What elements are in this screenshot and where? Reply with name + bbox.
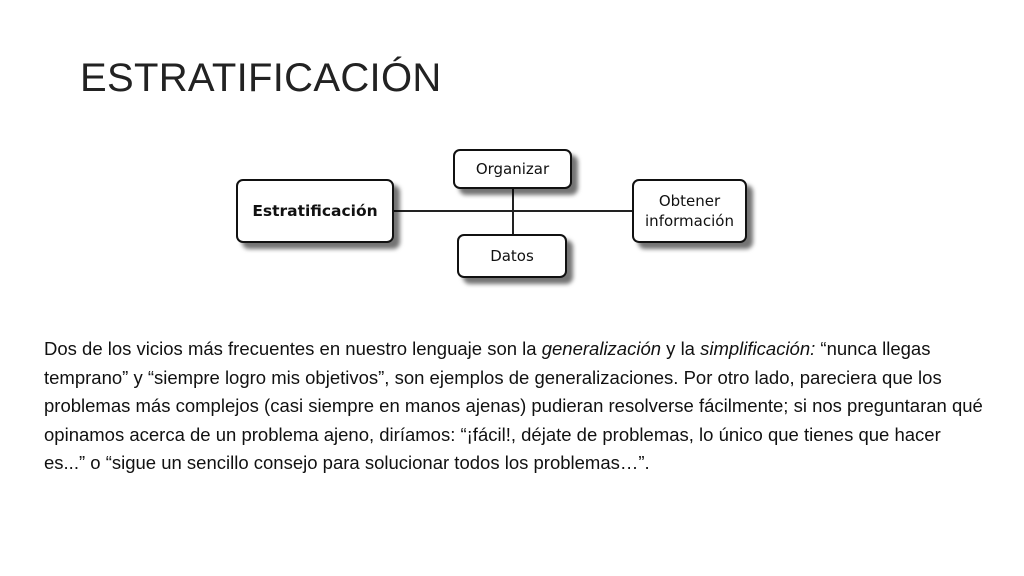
connector-horizontal [393,210,633,212]
slide-title: ESTRATIFICACIÓN [80,56,442,100]
node-obtener-line1: Obtener [658,192,721,210]
paragraph-text-1: Dos de los vicios más frecuentes en nuestro lenguaje son la [44,338,542,359]
paragraph-emphasis-generalizacion: generalización [541,338,662,359]
node-obtener-informacion [632,179,747,243]
paragraph-emphasis-simplificacion: simplificación: [700,338,816,359]
body-paragraph [44,335,984,478]
paragraph-text-3: “nunca llegas temprano” y “siempre logro mis objetivos”, son ejemplos de generalizaciones. Por otro lado, pareciera que los problemas más complejos (casi siempre en manos ajenas) pudieran resolverse fácilmente; si nos preguntaran qué opinamos acerca de un problema ajeno, diríamos: “¡fácil!, déjate de problemas, lo único que tienes que hacer es...” o “sigue un sencillo consejo para solucionar todos los problemas…”. [44,338,983,473]
node-estratificacion [236,179,394,243]
node-datos-label: Datos [490,247,534,265]
paragraph-text-2: y la [661,338,701,359]
node-obtener-line2: información [645,212,734,230]
node-organizar [453,149,572,189]
connector-vertical [512,188,514,235]
node-estratificacion-label: Estratificación [252,202,378,220]
node-datos [457,234,567,278]
node-organizar-label: Organizar [475,160,550,178]
